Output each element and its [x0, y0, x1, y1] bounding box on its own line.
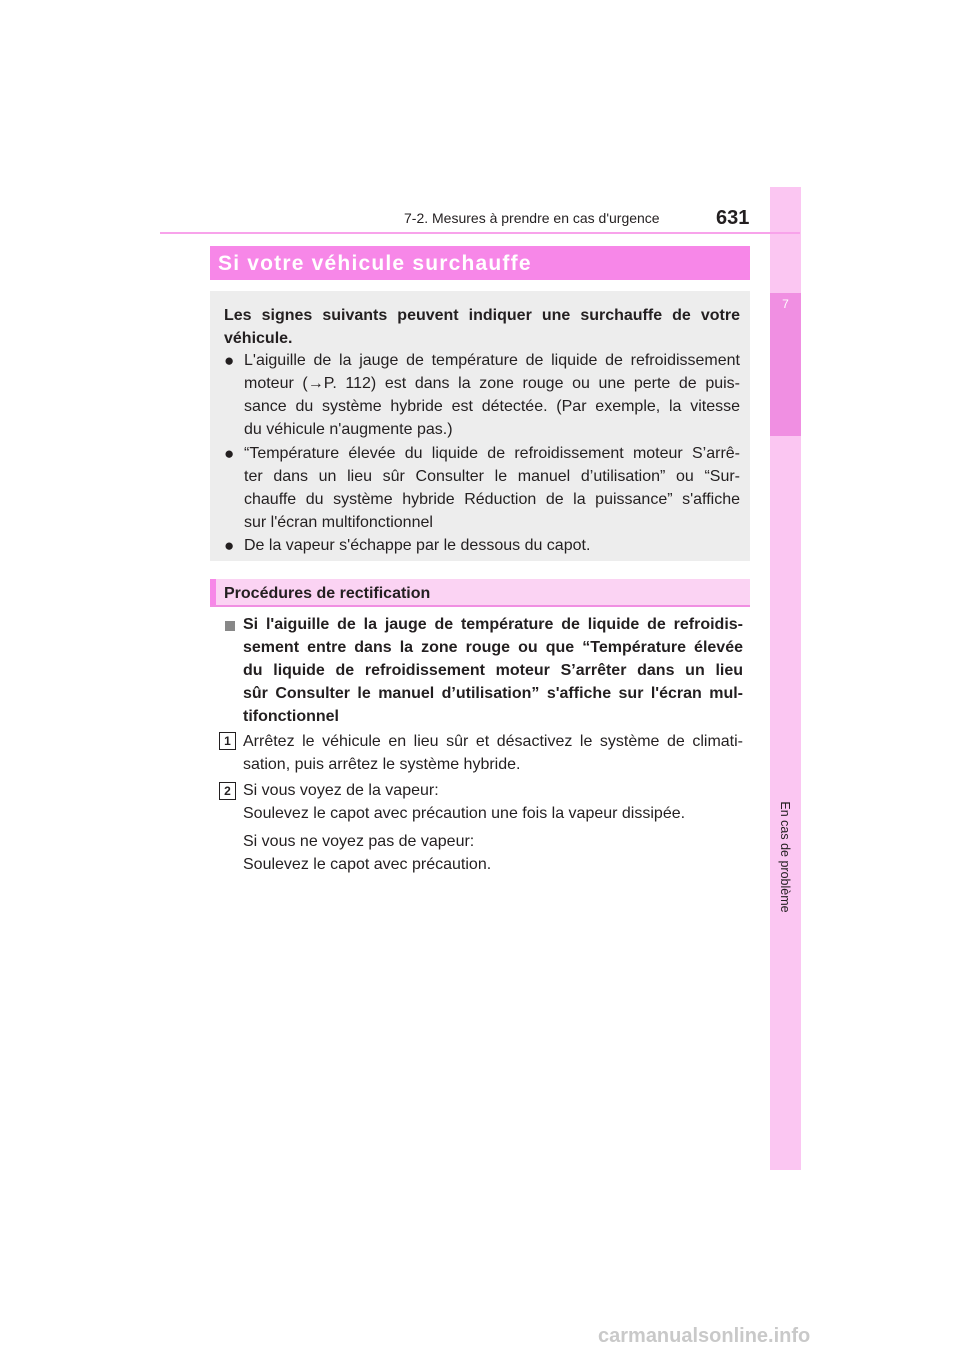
- intro-lead-line: Les signes suivants peuvent indiquer une surchauffe de votre: [224, 307, 740, 324]
- chapter-label: En cas de problème: [778, 801, 792, 913]
- step-line: Soulevez le capot avec précaution une fois la vapeur dissipée.: [243, 805, 686, 822]
- condition-line: tifonctionnel: [243, 708, 339, 725]
- page-title: Si votre véhicule surchauffe: [218, 252, 532, 275]
- bullet-line: du véhicule n'augmente pas.): [244, 421, 453, 438]
- page-number: 631: [716, 207, 750, 229]
- chapter-number: 7: [782, 297, 789, 311]
- bullet-line: L'aiguille de la jauge de température de liquide de refroidissement: [244, 352, 740, 369]
- step-number-badge: 2: [219, 782, 236, 800]
- condition-line: sement entre dans la zone rouge ou que “Température élevée: [243, 639, 743, 656]
- chapter-number-tab: [770, 293, 801, 436]
- header-rule: [160, 232, 800, 234]
- bullet-line: ter dans un lieu sûr Consulter le manuel d’utilisation” ou “Sur-: [244, 468, 740, 485]
- square-bullet-icon: [225, 621, 235, 631]
- condition-line: Si l'aiguille de la jauge de température de liquide de refroidis-: [243, 616, 743, 633]
- step-line: Soulevez le capot avec précaution.: [243, 856, 492, 873]
- step-line: sation, puis arrêtez le système hybride.: [243, 756, 521, 773]
- bullet-line: “Température élevée du liquide de refroidissement moteur S’arrê-: [244, 445, 740, 462]
- intro-lead-line: véhicule.: [224, 330, 293, 347]
- step-line: Si vous voyez de la vapeur:: [243, 782, 439, 799]
- condition-line: sûr Consulter le manuel d’utilisation” s'affiche sur l'écran mul-: [243, 685, 743, 702]
- subheading: Procédures de rectification: [224, 585, 431, 602]
- section-title: 7-2. Mesures à prendre en cas d'urgence: [404, 210, 660, 226]
- bullet-line: moteur (→P. 112) est dans la zone rouge ou une perte de puis-: [244, 375, 740, 392]
- step-number-badge: 1: [219, 732, 236, 750]
- bullet-icon: ●: [224, 351, 235, 370]
- bullet-line: De la vapeur s'échappe par le dessous du capot.: [244, 537, 591, 554]
- bullet-icon: ●: [224, 536, 235, 555]
- condition-line: du liquide de refroidissement moteur S’arrêter dans un lieu: [243, 662, 743, 679]
- step-line: Arrêtez le véhicule en lieu sûr et désactivez le système de climati-: [243, 733, 743, 750]
- bullet-line: sance du système hybride est détectée. (Par exemple, la vitesse: [244, 398, 740, 415]
- subheading-accent: [210, 579, 216, 606]
- bullet-line: sur l'écran multifonctionnel: [244, 514, 433, 531]
- bullet-icon: ●: [224, 444, 235, 463]
- footer-watermark: carmanualsonline.info: [598, 1325, 811, 1347]
- bullet-line: chauffe du système hybride Réduction de la puissance” s'affiche: [244, 491, 740, 508]
- subheading-rule: [210, 605, 750, 607]
- step-line: Si vous ne voyez pas de vapeur:: [243, 833, 475, 850]
